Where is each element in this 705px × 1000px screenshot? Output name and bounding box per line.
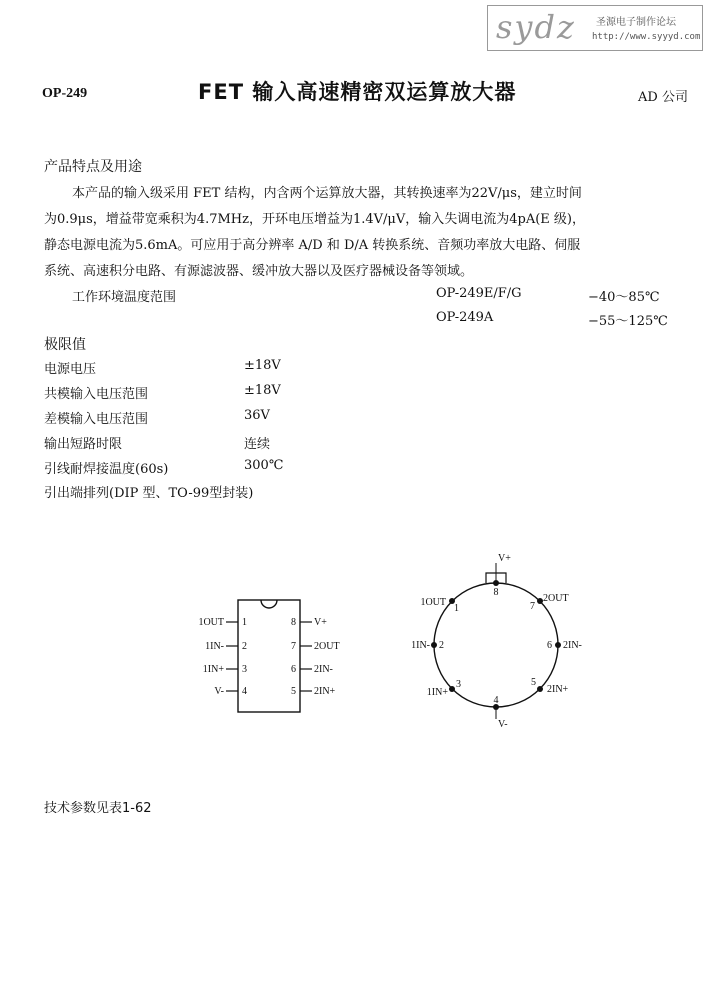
manufacturer: AD 公司: [638, 90, 688, 105]
dip-pin-4-number: 4: [242, 686, 247, 697]
to99-pin-7-name: 2OUT: [543, 593, 569, 604]
watermark-logo: sydz: [496, 8, 576, 46]
to99-pin-6-number: 6: [547, 640, 552, 651]
to99-pin-6-name: 2IN-: [563, 640, 582, 651]
temp-range-label: 工作环境温度范围: [72, 290, 177, 305]
limit-label-5: 引线耐焊接温度(60s): [44, 462, 169, 477]
pinout-label: 引出端排列(DIP 型、TO-99型封装): [44, 486, 254, 501]
features-line-4: 系统、高速积分电路、有源滤波器、缓冲放大器以及医疗器械设备等领域。: [44, 264, 474, 279]
dip-pin-1-number: 1: [242, 617, 247, 628]
dip-pin-7-number: 7: [291, 641, 296, 652]
to99-pin-1-number: 1: [454, 603, 459, 614]
to99-pin-8: [493, 553, 511, 598]
limit-value-1: ±18V: [244, 358, 281, 373]
watermark-url: http://www.syyyd.com: [592, 32, 701, 42]
to99-pin-7-number: 7: [530, 601, 535, 612]
dip-pin-8-name: V+: [314, 617, 327, 628]
watermark-forum-name: 圣源电子制作论坛: [596, 17, 676, 28]
limit-label-2: 共模输入电压范围: [44, 387, 149, 402]
to99-pin-8-name: V+: [498, 553, 511, 564]
part-number: OP-249: [42, 86, 88, 101]
limit-value-5: 300℃: [244, 458, 284, 473]
to99-pin-1: [420, 597, 459, 614]
features-line-3: 静态电源电流为5.6mA。可应用于高分辨率 A/D 和 D/A 转换系统、音频功率放大电路、伺服: [44, 238, 581, 253]
limit-value-3: 36V: [244, 408, 270, 423]
forum-watermark: [487, 5, 703, 51]
to99-pin-8-number: 8: [493, 587, 499, 598]
dip-pin-7: [291, 641, 340, 652]
to99-pin-2-name: 1IN-: [411, 640, 430, 651]
dip-pin-6: [291, 664, 333, 675]
page-title: FET 输入高速精密双运算放大器: [198, 80, 517, 104]
to99-pin-5-name: 2IN+: [547, 684, 569, 695]
features-line-1: 本产品的输入级采用 FET 结构，内含两个运算放大器，其转换速率为22V/μs，建立时间: [72, 186, 582, 201]
to99-pin-5-number: 5: [531, 677, 536, 688]
dip-pin-7-name: 2OUT: [314, 641, 340, 652]
dip-pin-3: [203, 664, 247, 675]
dip-pin-5-name: 2IN+: [314, 686, 336, 697]
dip-pin-5-number: 5: [291, 686, 296, 697]
dip-pin-3-number: 3: [242, 664, 247, 675]
temp-model-2: OP-249A: [436, 310, 494, 325]
limit-label-4: 输出短路时限: [44, 437, 123, 452]
to99-pin-1-name: 1OUT: [420, 597, 446, 608]
dip-pin-1-name: 1OUT: [198, 617, 224, 628]
dip-pin-8-number: 8: [291, 617, 296, 628]
to99-pin-6: [547, 640, 582, 651]
temp-range-1: −40～85℃: [588, 290, 660, 305]
to99-pin-7: [530, 593, 569, 612]
limit-value-4: 连续: [244, 437, 271, 452]
limit-label-3: 差模输入电压范围: [44, 412, 149, 427]
dip-pin-5: [291, 686, 336, 697]
dip-pin-3-name: 1IN+: [202, 664, 224, 675]
dip-pin-1: [198, 617, 247, 628]
dip-pin-2-name: 1IN-: [205, 641, 224, 652]
to99-pin-3-name: 1IN+: [426, 687, 448, 698]
dip-notch: [261, 600, 277, 608]
to99-pin-4: [493, 695, 508, 730]
dip-pin-2: [205, 641, 247, 652]
dip-pin-8: [291, 617, 327, 628]
temp-model-1: OP-249E/F/G: [436, 286, 522, 301]
to99-package-diagram: [390, 545, 610, 735]
features-heading: 产品特点及用途: [44, 159, 142, 175]
limit-label-1: 电源电压: [44, 362, 97, 377]
temp-range-2: −55～125℃: [588, 314, 668, 329]
features-line-2: 为0.9μs，增益带宽乘积为4.7MHz，开环电压增益为1.4V/μV，输入失调电流为4pA(E 级)，: [44, 212, 585, 227]
dip-package-diagram: [180, 585, 370, 725]
dip-pin-4: [214, 686, 247, 697]
dip-pin-4-name: V-: [214, 686, 224, 697]
dip-pin-2-number: 2: [242, 641, 247, 652]
to99-pin-2-number: 2: [439, 640, 444, 651]
to99-pin-4-number: 4: [493, 695, 499, 706]
limits-heading: 极限值: [44, 337, 86, 353]
dip-pin-6-name: 2IN-: [314, 664, 333, 675]
to99-pin-3: [427, 679, 461, 698]
limit-value-2: ±18V: [244, 383, 281, 398]
spec-table-reference: 技术参数见表1-62: [44, 801, 152, 816]
dip-pin-6-number: 6: [291, 664, 296, 675]
to99-pin-3-number: 3: [456, 679, 461, 690]
to99-pin-4-name: V-: [498, 719, 508, 730]
to99-pin-2: [411, 640, 444, 651]
